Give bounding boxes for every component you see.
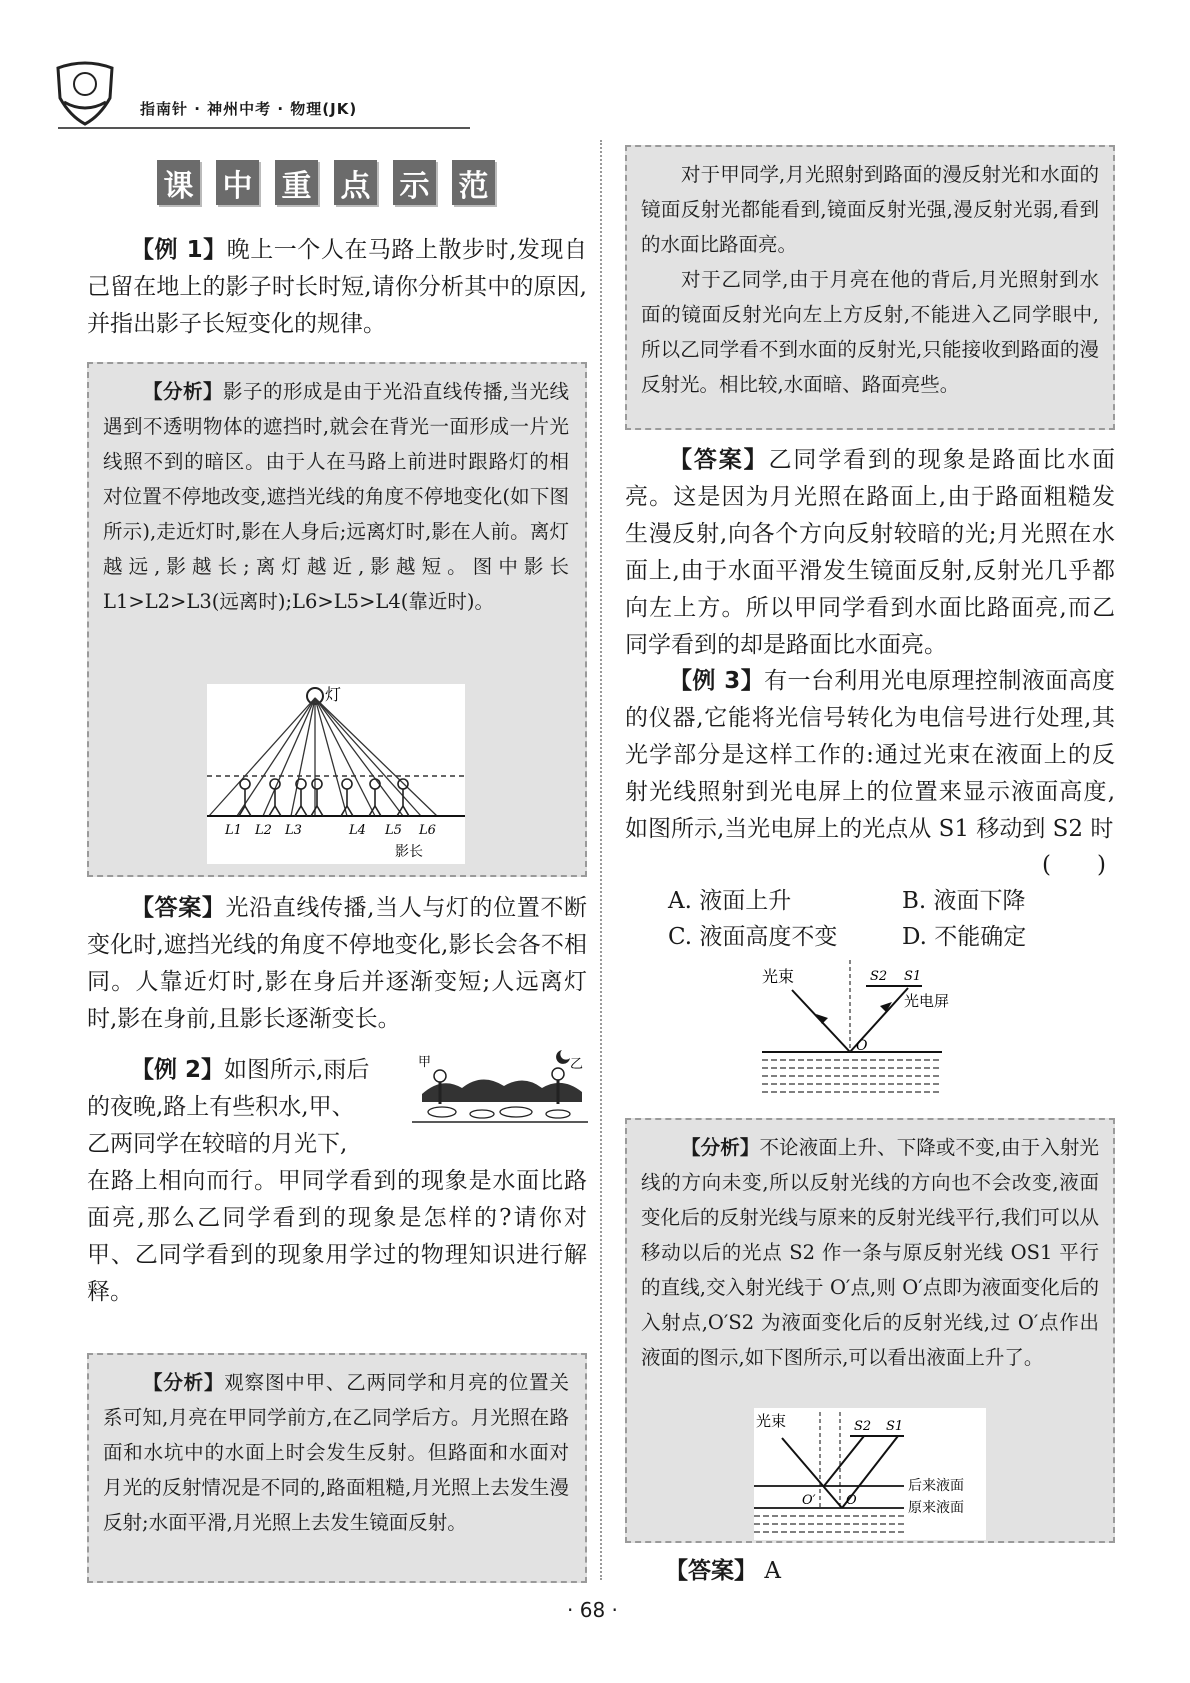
- example1-analysis: 【分析】影子的形成是由于光沿直线传播,当光线遇到不透明物体的遮挡时,就会在背光一面形成一片光线照不到的暗区。由于人在马路上前进时跟路灯的相对位置不停地改变,遮挡光线的角度不停地变化(如下图所示),走近灯时,影在人身后;远离灯时,影在人前。离灯越远,影越长;离灯越近,影越短。图中影长 L1>L2>L3(远离时);L6>L5>L4(靠近时)。: [103, 380, 569, 613]
- option-d: D. 不能确定: [902, 924, 1027, 950]
- label-l5: L5: [385, 823, 402, 838]
- option-c: C. 液面高度不变: [668, 924, 838, 950]
- header-text: 指南针 · 神州中考 · 物理(JK): [140, 100, 358, 118]
- label-l3: L3: [285, 823, 302, 838]
- caption-shadow-length: 影长: [395, 844, 423, 860]
- example3-answer: 【答案】 A: [665, 1558, 781, 1584]
- analysis-tag: 【分析】: [143, 1371, 225, 1394]
- s2-label: S2: [870, 969, 888, 984]
- answer-bracket: ( ): [1042, 852, 1106, 878]
- beam-label: 光束: [762, 967, 795, 986]
- example3-tag: 【例 3】: [669, 668, 765, 694]
- lamp-label: 灯: [325, 685, 342, 704]
- example2-question-top: 【例 2】如图所示,雨后 的夜晚,路上有些积水,甲、 乙两同学在较暗的月光下,: [87, 1057, 370, 1157]
- example2-analysis-part1: 【分析】观察图中甲、乙两同学和月亮的位置关系可知,月亮在甲同学前方,在乙同学后方。月光照在路面和水坑中的水面上时会发生反射。但路面和水面对月光的反射情况是不同的,路面粗糙,月光照上去发生漫反射;水面平滑,月光照上去发生镜面反射。: [103, 1371, 569, 1534]
- new-level-label: 后来液面: [908, 1478, 964, 1494]
- example1-answer: 【答案】光沿直线传播,当人与灯的位置不断变化时,遮挡光线的角度不停地变化,影长会各不相同。人靠近灯时,影在身后并逐渐变短;人远离灯时,影在身前,且影长逐渐变长。: [87, 895, 588, 1032]
- o-label: O: [846, 1493, 857, 1508]
- label-l1: L1: [225, 823, 242, 838]
- example2-analysis-part2a: 对于甲同学,月光照射到路面的漫反射光和水面的镜面反射光都能看到,镜面反射光强,漫反射光弱,看到的水面比路面亮。: [641, 163, 1099, 256]
- liquid-level-solution-figure: [754, 1408, 986, 1540]
- title-char: 示: [393, 160, 436, 205]
- title-char: 中: [216, 160, 259, 205]
- example3-question: 【例 3】有一台利用光电原理控制液面高度的仪器,它能将光信号转化为电信号进行处理,其光学部分是这样工作的:通过光束在液面上的反射光线照射到光电屏上的位置来显示液面高度,如图所示,当光电屏上的光点从 S1 移动到 S2 时: [625, 668, 1116, 842]
- title-char: 重: [275, 160, 318, 205]
- option-a: A. 液面上升: [668, 888, 792, 914]
- s2-label: S2: [854, 1419, 872, 1434]
- analysis-tag: 【分析】: [143, 380, 223, 403]
- section-title: [157, 160, 511, 205]
- moon-night-figure: [412, 1046, 588, 1124]
- option-b: B. 液面下降: [902, 888, 1026, 914]
- beam-label: 光束: [756, 1412, 787, 1430]
- moon-icon: [556, 1050, 570, 1064]
- title-char: 点: [334, 160, 377, 205]
- example3-analysis-box: [625, 1118, 1115, 1543]
- label-l6: L6: [419, 823, 436, 838]
- s1-label: S1: [904, 969, 922, 984]
- analysis-tag: 【分析】: [681, 1136, 760, 1159]
- example2-tag: 【例 2】: [131, 1057, 225, 1083]
- example2-analysis-box-left: [87, 1353, 587, 1583]
- example1-analysis-box: [87, 362, 587, 877]
- example2-answer: 【答案】乙同学看到的现象是路面比水面亮。这是因为月光照在路面上,由于路面粗糙发生漫反射,向各个方向反射较暗的光;月光照在水面上,由于水面平滑发生镜面反射,反射光几乎都向左上方。所以甲同学看到水面比路面亮,而乙同学看到的却是路面比水面亮。: [625, 447, 1116, 658]
- answer-tag: 【答案】: [669, 447, 769, 473]
- answer-tag: 【答案】: [665, 1558, 757, 1584]
- screen-label: 光电屏: [904, 992, 950, 1010]
- old-level-label: 原来液面: [908, 1500, 964, 1516]
- label-yi: 乙: [570, 1057, 584, 1072]
- example2-question-rest: 在路上相向而行。甲同学看到的现象是水面比路面亮,那么乙同学看到的现象是怎样的?请你对甲、乙同学看到的现象用学过的物理知识进行解释。: [87, 1168, 587, 1305]
- title-char: 范: [452, 160, 495, 205]
- example3-analysis: 【分析】不论液面上升、下降或不变,由于入射光线的方向未变,所以反射光线的方向也不会改变,液面变化后的反射光线与原来的反射光线平行,我们可以从移动以后的光点 S2 作一条与原反射光线 OS1 平行的直线,交入射光线于 O′点,则 O′点即为液面变化后的入射点,O′S2 为液面变化后的反射光线,过 O′点作出液面的图示,如下图所示,可以看出液面上升了。: [641, 1136, 1099, 1369]
- header-rule: [58, 127, 470, 129]
- label-l2: L2: [255, 823, 272, 838]
- o-label: O: [856, 1038, 868, 1054]
- liquid-level-figure: [762, 960, 950, 1100]
- column-separator: [600, 140, 602, 1580]
- example2-analysis-part2b: 对于乙同学,由于月亮在他的背后,月光照射到水面的镜面反射光向左上方反射,不能进入乙同学眼中,所以乙同学看不到水面的反射光,只能接收到路面的漫反射光。相比较,水面暗、路面亮些。: [641, 268, 1099, 396]
- title-char: 课: [157, 160, 200, 205]
- answer-tag: 【答案】: [131, 895, 226, 921]
- s1-label: S1: [886, 1419, 904, 1434]
- example2-analysis-box-right: [625, 145, 1115, 430]
- page-number: · 68 ·: [567, 1598, 618, 1622]
- o-prime-label: O′: [802, 1493, 816, 1508]
- example1-tag: 【例 1】: [131, 237, 227, 263]
- label-jia: 甲: [418, 1055, 432, 1070]
- shadow-length-figure: [207, 684, 465, 864]
- example1-question: 【例 1】晚上一个人在马路上散步时,发现自己留在地上的影子时长时短,请你分析其中的原因,并指出影子长短变化的规律。: [87, 237, 588, 337]
- school-shield-logo: [50, 58, 120, 126]
- label-l4: L4: [349, 823, 366, 838]
